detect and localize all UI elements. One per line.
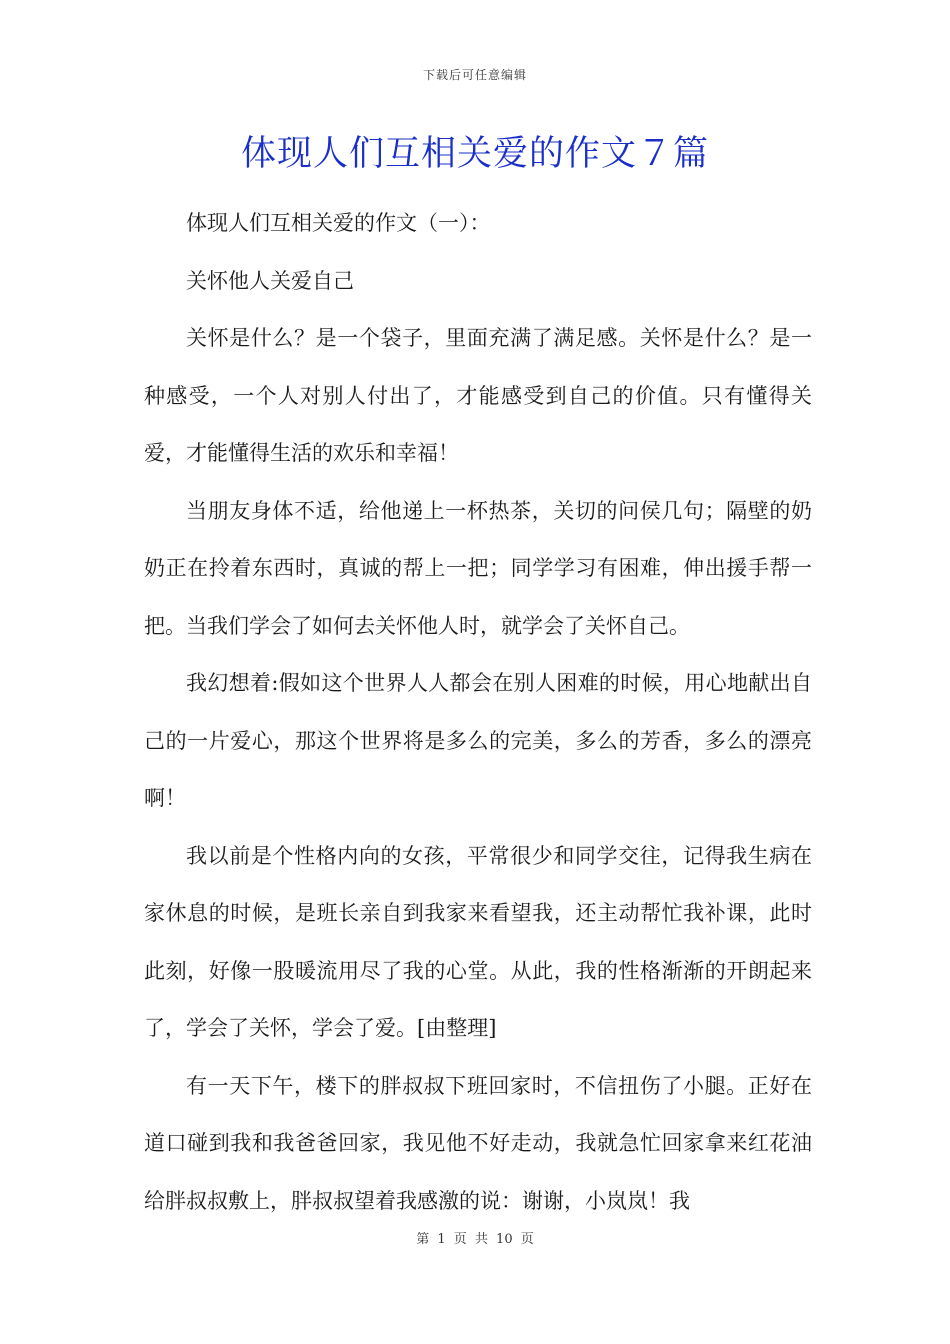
page-number: 第 1 页 共 10 页 bbox=[416, 1232, 534, 1247]
paragraph: 我以前是个性格内向的女孩，平常很少和同学交往，记得我生病在家休息的时候，是班长亲自到我家来看望我，还主动帮忙我补课，此时此刻，好像一股暖流用尽了我的心堂。从此，我的性格渐渐的开朗起来了，学会了关怀，学会了爱。[由整理] bbox=[144, 843, 812, 1040]
paragraph: 有一天下午，楼下的胖叔叔下班回家时，不信扭伤了小腿。正好在道口碰到我和我爸爸回家，我见他不好走动，我就急忙回家拿来红花油给胖叔叔敷上，胖叔叔望着我感激的说：谢谢，小岚岚！我 bbox=[144, 1073, 812, 1213]
section-heading: 体现人们互相关爱的作文（一）： bbox=[186, 211, 491, 235]
document-title: 体现人们互相关爱的作文７篇 bbox=[240, 134, 709, 174]
document-body bbox=[144, 195, 812, 1230]
essay-subtitle: 关怀他人关爱自己 bbox=[186, 268, 354, 293]
paragraph: 当朋友身体不适，给他递上一杯热茶，关切的问侯几句；隔壁的奶奶正在拎着东西时，真诚的帮上一把；同学学习有困难，伸出援手帮一把。当我们学会了如何去关怀他人时，就学会了关怀自己。 bbox=[144, 498, 812, 638]
header-note: 下载后可任意编辑 bbox=[422, 68, 527, 82]
paragraph: 我幻想着:假如这个世界人人都会在别人困难的时候，用心地献出自己的一片爱心，那这个世界将是多么的完美，多么的芳香，多么的漂亮啊！ bbox=[144, 671, 812, 810]
paragraph: 关怀是什么？是一个袋子，里面充满了满足感。关怀是什么？是一种感受，一个人对别人付出了，才能感受到自己的价值。只有懂得关爱，才能懂得生活的欢乐和幸福！ bbox=[144, 326, 812, 465]
